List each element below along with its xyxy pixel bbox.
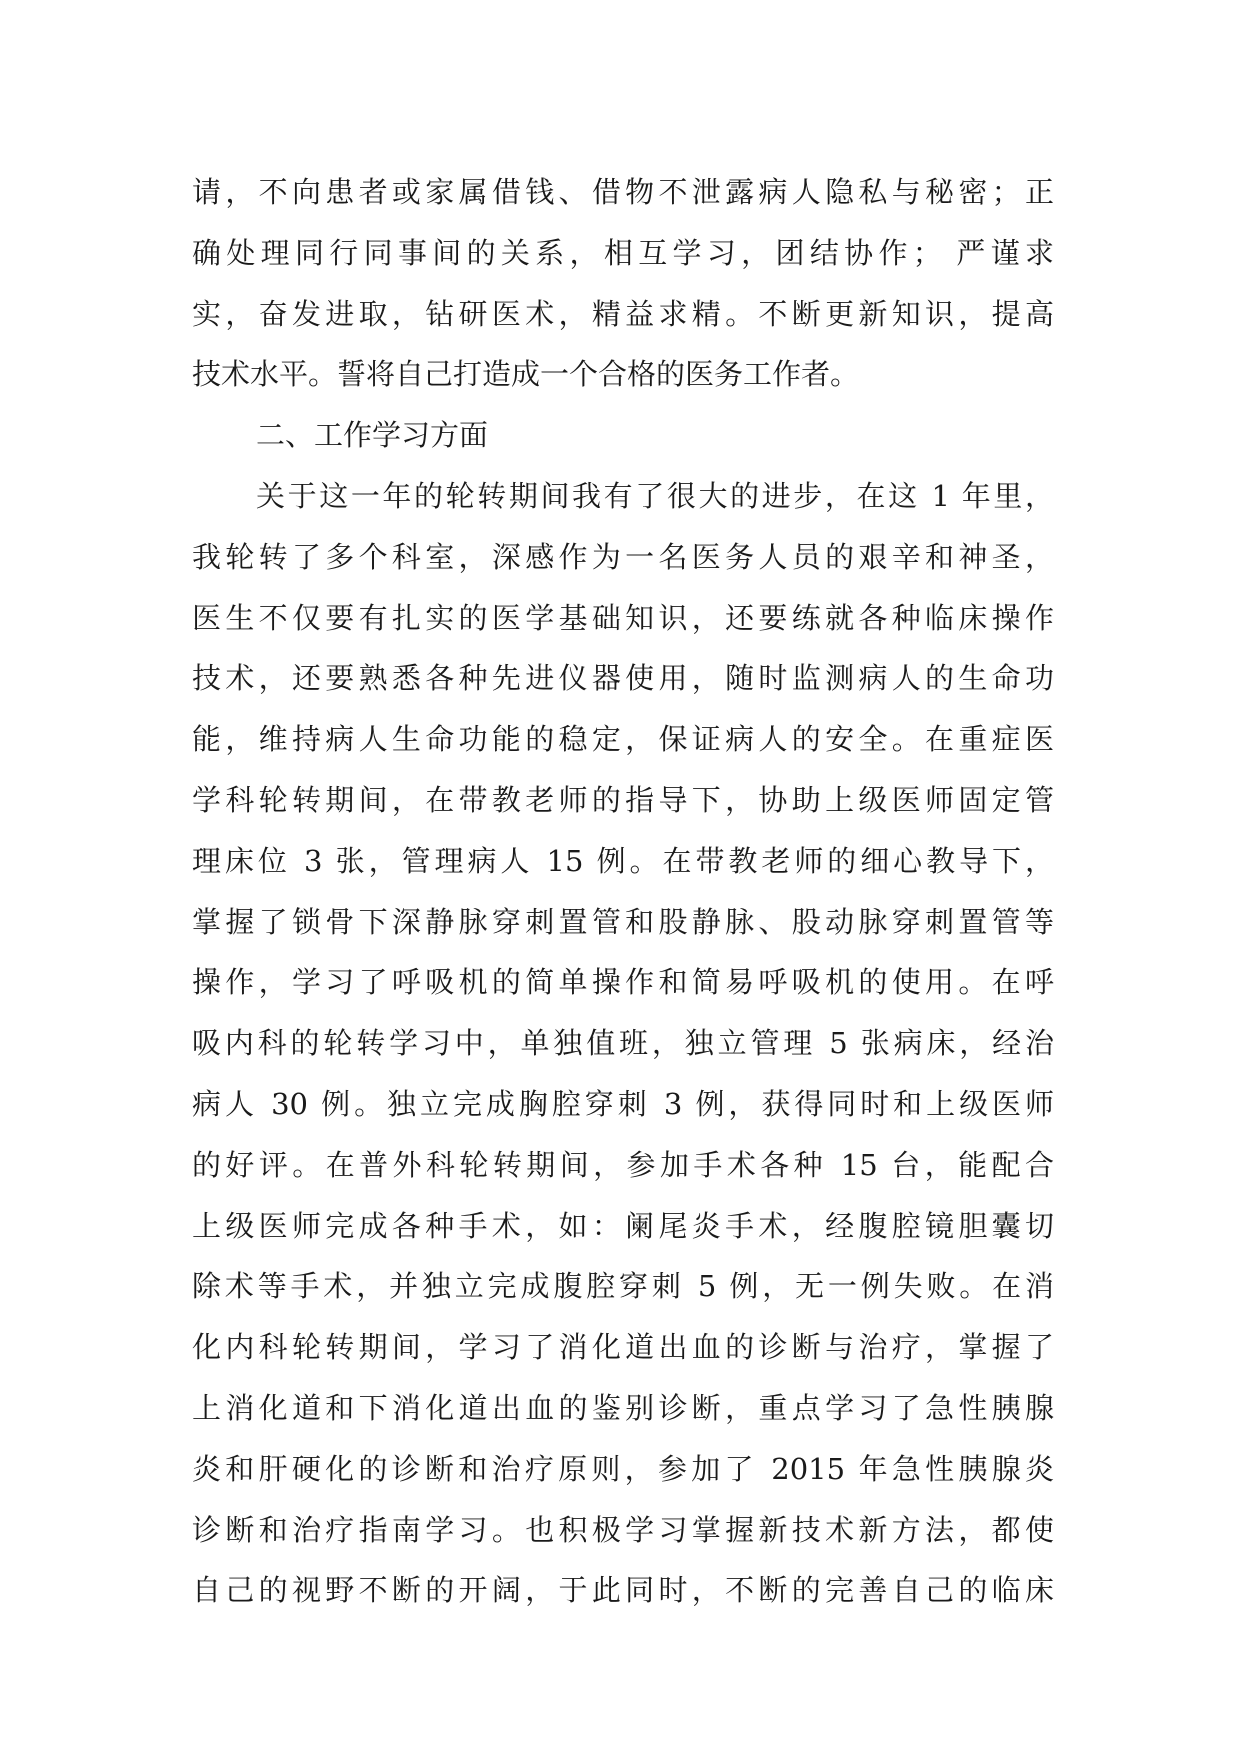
- text-line: 医生不仅要有扎实的医学基础知识，还要练就各种临床操作: [192, 600, 1054, 635]
- text-line: 自己的视野不断的开阔，于此同时，不断的完善自己的临床: [192, 1573, 1054, 1608]
- text-line: 炎和肝硬化的诊断和治疗原则，参加了 2015 年急性胰腺炎: [192, 1451, 1054, 1486]
- text-line: 诊断和治疗指南学习。也积极学习掌握新技术新方法，都使: [192, 1512, 1054, 1547]
- text-line: 的好评。在普外科轮转期间，参加手术各种 15 台，能配合: [192, 1147, 1054, 1182]
- text-line: 吸内科的轮转学习中，单独值班，独立管理 5 张病床，经治: [192, 1026, 1054, 1061]
- text-line: 请，不向患者或家属借钱、借物不泄露病人隐私与秘密；正: [192, 175, 1054, 209]
- text-line: 能，维持病人生命功能的稳定，保证病人的安全。在重症医: [192, 722, 1054, 757]
- text-line: 学科轮转期间，在带教老师的指导下，协助上级医师固定管: [192, 782, 1054, 817]
- text-line: 理床位 3 张，管理病人 15 例。在带教老师的细心教导下，: [192, 843, 1054, 878]
- document-body: [192, 162, 1054, 1621]
- text-line: 病人 30 例。独立完成胸腔穿刺 3 例，获得同时和上级医师: [192, 1086, 1054, 1121]
- text-line: 上消化道和下消化道出血的鉴别诊断，重点学习了急性胰腺: [192, 1390, 1054, 1425]
- text-line: 我轮转了多个科室，深感作为一名医务人员的艰辛和神圣，: [192, 539, 1054, 574]
- text-line: 关于这一年的轮转期间我有了很大的进步，在这 1 年里，: [256, 478, 1054, 513]
- text-line: 化内科轮转期间，学习了消化道出血的诊断与治疗，掌握了: [192, 1330, 1054, 1365]
- text-line: 技术，还要熟悉各种先进仪器使用，随时监测病人的生命功: [192, 661, 1054, 696]
- text-line: 技术水平。誓将自己打造成一个合格的医务工作者。: [192, 357, 860, 392]
- text-line: 确处理同行同事间的关系，相互学习，团结协作； 严谨求: [192, 235, 1054, 270]
- text-line: 操作，学习了呼吸机的简单操作和简易呼吸机的使用。在呼: [192, 965, 1054, 1000]
- text-line: 上级医师完成各种手术，如：阑尾炎手术，经腹腔镜胆囊切: [192, 1208, 1054, 1243]
- paragraph-ethics-continuation: [192, 162, 1054, 405]
- text-line: 除术等手术，并独立完成腹腔穿刺 5 例，无一例失败。在消: [192, 1269, 1054, 1304]
- paragraph-work-study: [192, 466, 1054, 1621]
- text-line: 实，奋发进取，钻研医术，精益求精。不断更新知识，提高: [192, 296, 1054, 331]
- text-line: 掌握了锁骨下深静脉穿刺置管和股静脉、股动脉穿刺置管等: [192, 904, 1054, 939]
- section-heading: 二、工作学习方面: [256, 418, 489, 453]
